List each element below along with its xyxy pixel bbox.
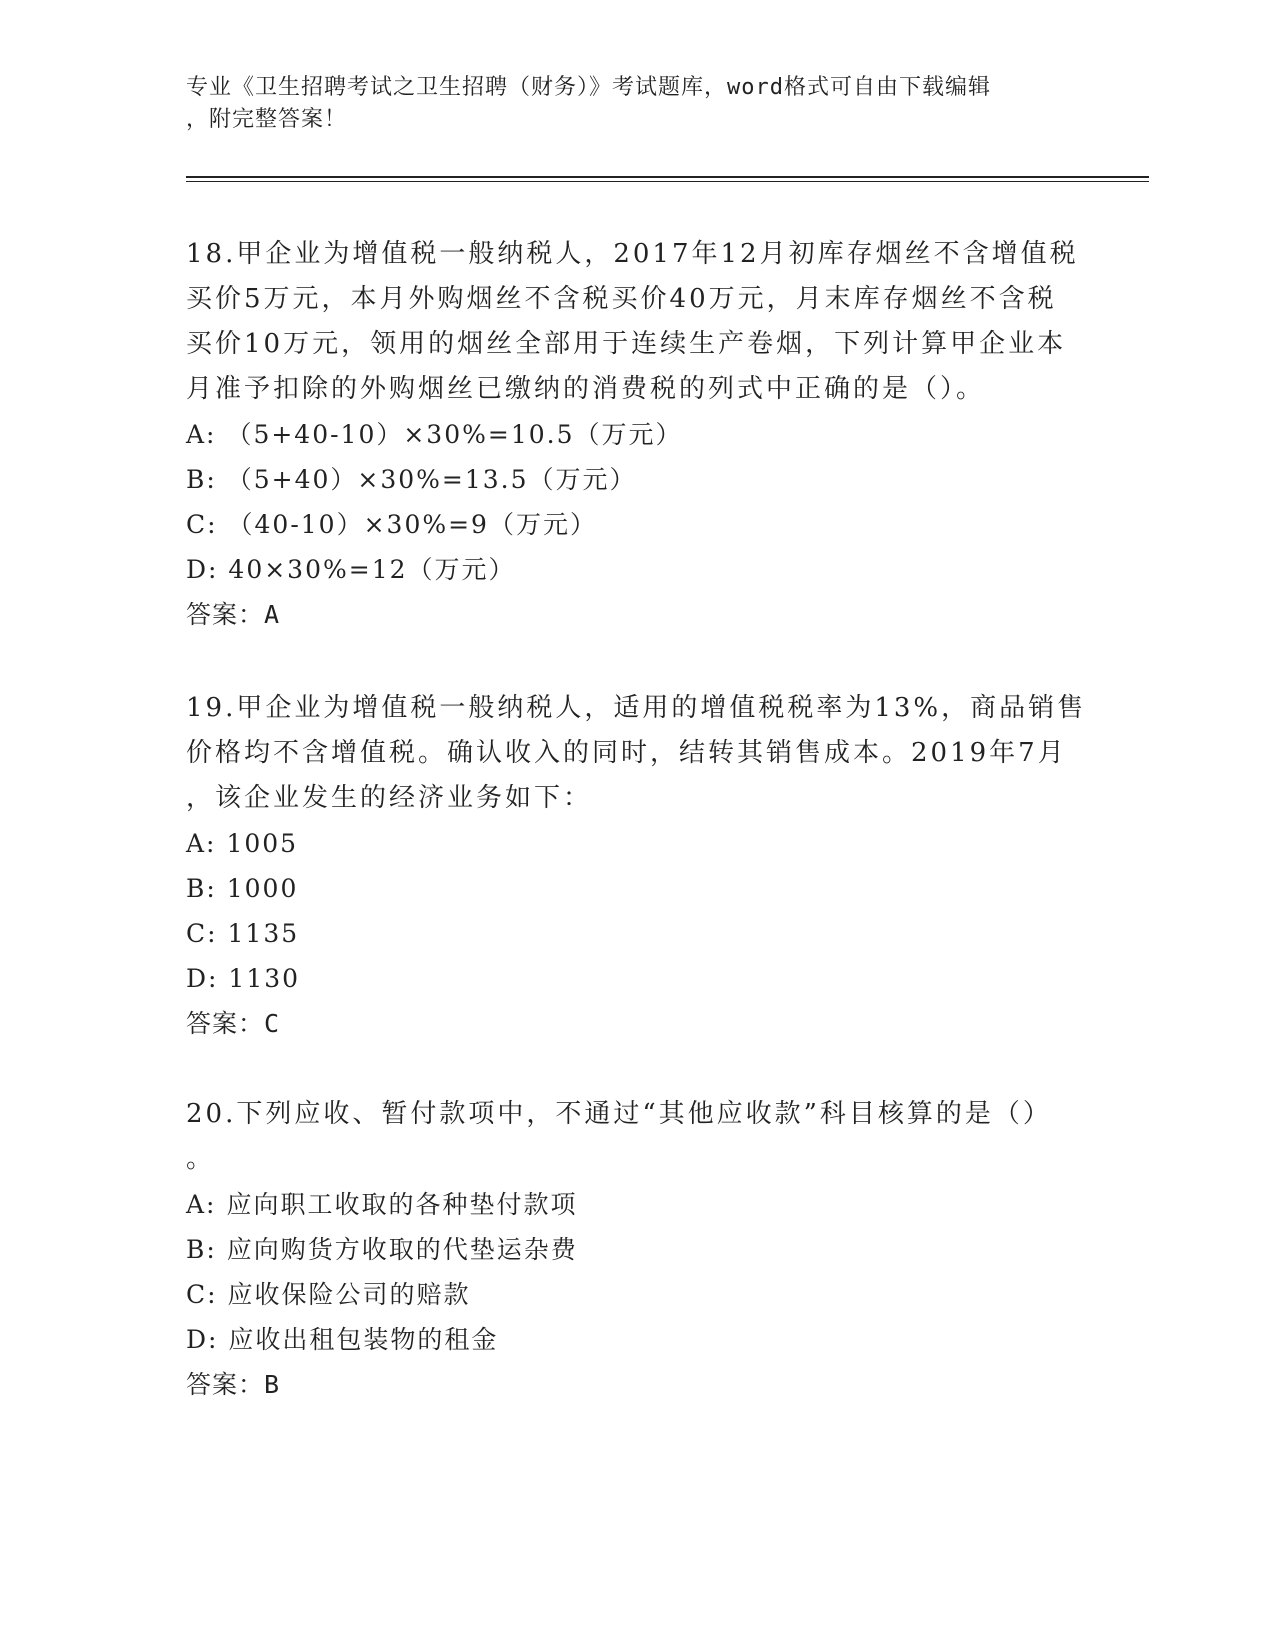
- question-19: [186, 686, 1086, 1046]
- question-text-line: ，该企业发生的经济业务如下：: [186, 783, 593, 813]
- option-text: （5+40）×30%=13.5（万元）: [226, 465, 637, 494]
- option-letter: D:: [186, 555, 219, 584]
- option-d: [186, 547, 1086, 592]
- option-a: [186, 412, 1086, 457]
- header-line-1: 专业《卫生招聘考试之卫生招聘（财务）》考试题库，word格式可自由下载编辑: [186, 75, 991, 100]
- question-text-line: 月准予扣除的外购烟丝已缴纳的消费税的列式中正确的是（）。: [186, 374, 986, 404]
- question-20: [186, 1092, 1086, 1407]
- option-text: 应收保险公司的赔款: [227, 1280, 471, 1309]
- option-text: 应收出租包装物的租金: [228, 1325, 499, 1354]
- option-letter: C:: [186, 919, 218, 948]
- option-text: 40×30%=12（万元）: [228, 555, 516, 584]
- option-c: [186, 502, 1086, 547]
- option-b: [186, 457, 1086, 502]
- header-divider-thin: [186, 181, 1149, 182]
- option-text: 1130: [228, 964, 301, 993]
- question-text-line: 价格均不含增值税。确认收入的同时，结转其销售成本。2019年7月: [186, 738, 1067, 768]
- option-text: 应向购货方收取的代垫运杂费: [226, 1235, 578, 1264]
- option-letter: C:: [186, 510, 218, 539]
- option-text: （5+40-10）×30%=10.5（万元）: [226, 420, 683, 449]
- question-text-line: 19.甲企业为增值税一般纳税人，适用的增值税税率为13%，商品销售: [186, 693, 1087, 723]
- answer-line: 答案：C: [186, 1009, 281, 1038]
- header-divider-thick: [186, 176, 1149, 178]
- option-letter: A:: [186, 420, 217, 449]
- option-d: [186, 1317, 1086, 1362]
- option-letter: A:: [186, 1190, 217, 1219]
- option-a: [186, 821, 1086, 866]
- option-letter: B:: [186, 874, 217, 903]
- question-text-line: 18.甲企业为增值税一般纳税人，2017年12月初库存烟丝不含增值税: [186, 239, 1079, 269]
- option-b: [186, 866, 1086, 911]
- header-line-2: ，附完整答案！: [186, 107, 348, 132]
- question-text-line: 。: [186, 1144, 216, 1174]
- option-text: （40-10）×30%=9（万元）: [227, 510, 597, 539]
- option-letter: D:: [186, 1325, 219, 1354]
- option-c: [186, 911, 1086, 956]
- option-text: 1005: [226, 829, 299, 858]
- option-text: 应向职工收取的各种垫付款项: [226, 1190, 578, 1219]
- question-18: [186, 232, 1086, 637]
- option-text: 1000: [226, 874, 299, 903]
- option-d: [186, 956, 1086, 1001]
- option-letter: A:: [186, 829, 217, 858]
- answer-line: 答案：A: [186, 600, 281, 629]
- option-letter: B:: [186, 1235, 217, 1264]
- option-text: 1135: [227, 919, 300, 948]
- question-text-line: 买价10万元，领用的烟丝全部用于连续生产卷烟，下列计算甲企业本: [186, 329, 1067, 359]
- option-c: [186, 1272, 1086, 1317]
- option-letter: D:: [186, 964, 219, 993]
- question-text-line: 20.下列应收、暂付款项中，不通过“其他应收款”科目核算的是（）: [186, 1099, 1052, 1129]
- document-header: [186, 72, 1066, 136]
- option-a: [186, 1182, 1086, 1227]
- option-letter: B:: [186, 465, 217, 494]
- question-text-line: 买价5万元，本月外购烟丝不含税买价40万元，月末库存烟丝不含税: [186, 284, 1057, 314]
- option-b: [186, 1227, 1086, 1272]
- option-letter: C:: [186, 1280, 218, 1309]
- answer-line: 答案：B: [186, 1370, 281, 1399]
